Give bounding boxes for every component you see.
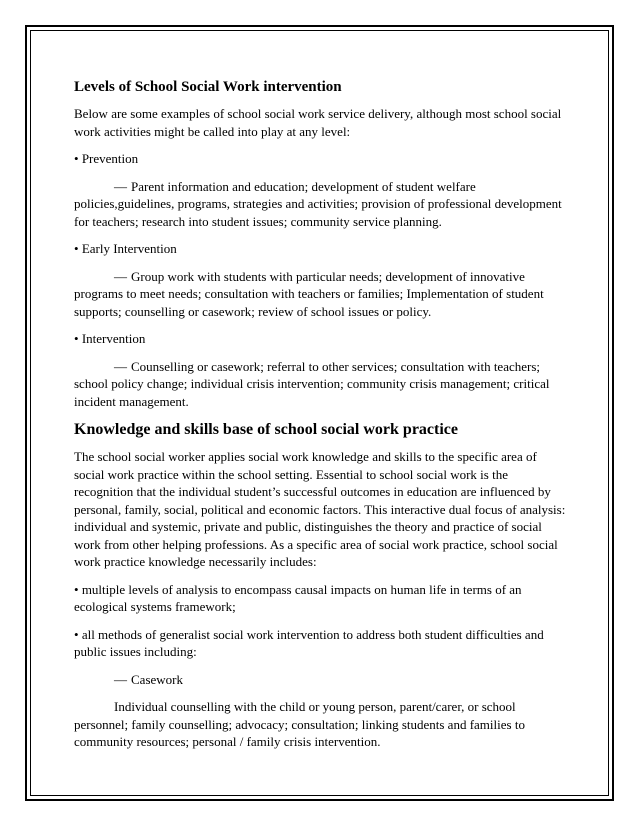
bullet-methods: • all methods of generalist social work intervention to address both student difficulties and public issues including: [74, 626, 566, 661]
dash-glyph: — [114, 358, 126, 374]
casework-label: Casework [131, 671, 183, 687]
early-intervention-text: Group work with students with particular needs; development of innovative programs to meet needs; consultation with teachers or families; Implementation of student supports; counselling or casework; review of school issues or policy. [74, 268, 544, 319]
document-content [74, 77, 566, 761]
section-heading-knowledge: Knowledge and skills base of school social work practice [74, 421, 459, 438]
intervention-text: Counselling or casework; referral to other services; consultation with teachers; school policy change; individual crisis intervention; community crisis management; critical incident management. [74, 358, 550, 409]
early-intervention-description [74, 268, 566, 321]
section-heading-levels: Levels of School Social Work intervention [74, 79, 342, 95]
bullet-prevention: • Prevention [74, 150, 566, 168]
prevention-description [74, 178, 566, 231]
dash-glyph: — [114, 268, 126, 284]
dash-glyph: — [114, 178, 126, 194]
bullet-intervention: • Intervention [74, 330, 566, 348]
casework-description: Individual counselling with the child or young person, parent/carer, or school personnel; family counselling; advocacy; consultation; linking students and families to community resources; personal / family crisis intervention. [74, 699, 525, 749]
bullet-early-intervention: • Early Intervention [74, 240, 566, 258]
casework-label-line [74, 671, 566, 689]
prevention-text: Parent information and education; development of student welfare policies,guidelines, programs, strategies and activities; provision of professional development for teachers; research into student issues; community service planning. [74, 178, 562, 229]
bullet-levels-of-analysis: • multiple levels of analysis to encompass causal impacts on human life in terms of an ecological systems framework; [74, 581, 566, 616]
section-intro: Below are some examples of school social work service delivery, although most school social work activities might be called into play at any level: [74, 106, 562, 139]
intervention-description [74, 358, 566, 411]
knowledge-intro: The school social worker applies social work knowledge and skills to the specific area of social work practice within the school setting. Essential to school social work is the recognition that the individual student’s successful outcomes in education are influenced by personal, family, social, political and economic factors. This interactive dual focus of analysis: individual and systemic, private and public, distinguishes the theory and practice of social work from other helping professions. As a specific area of social work practice, school social work practice knowledge necessarily includes: [74, 449, 566, 569]
dash-glyph: — [114, 671, 126, 687]
